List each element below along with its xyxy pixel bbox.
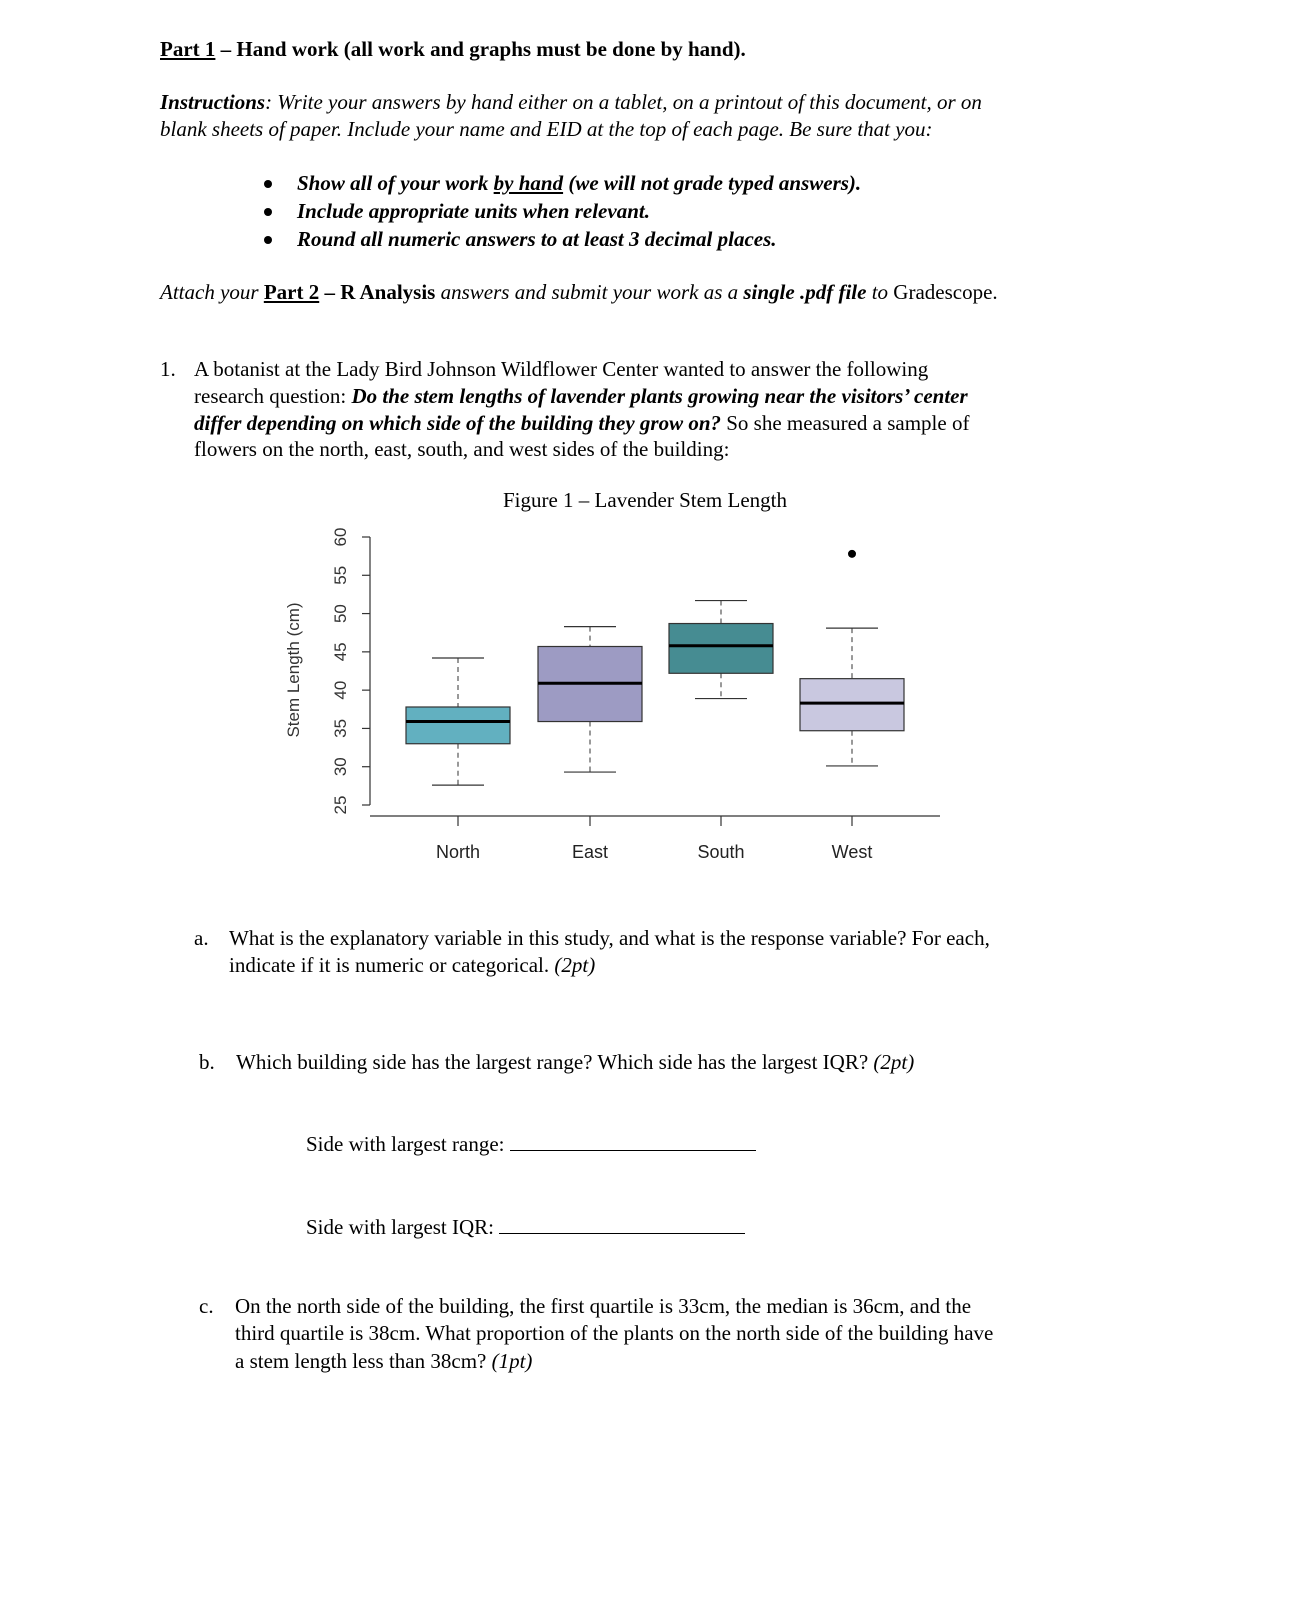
boxplot-chart <box>260 520 960 880</box>
research-question: differ depending on which side of the building they grow on? <box>194 411 721 435</box>
gradescope-label: Gradescope. <box>893 280 998 304</box>
instructions-text: : Write your answers by hand either on a tablet, on a printout of this document, or on <box>265 90 982 114</box>
qc-line1: On the north side of the building, the first quartile is 33cm, the median is 36cm, and the <box>235 1294 972 1318</box>
question1-line3 <box>194 410 969 437</box>
question1-number: 1. <box>160 357 176 381</box>
qa-line1: What is the explanatory variable in this study, and what is the response variable? For each, <box>229 926 990 950</box>
qa-text: indicate if it is numeric or categorical. <box>229 953 555 977</box>
research-question: Do the stem lengths of lavender plants growing near the visitors’ center <box>351 384 968 408</box>
chart-title: Figure 1 – Lavender Stem Length <box>502 488 787 512</box>
instructions-line1 <box>160 89 982 116</box>
iqr-answer-blank[interactable] <box>499 1213 745 1234</box>
qa-line2 <box>229 952 595 979</box>
figure-title <box>0 488 1290 513</box>
attach-text: to <box>866 280 894 304</box>
range-label: Side with largest range: <box>306 1132 505 1156</box>
qb-label: b. <box>199 1050 215 1074</box>
attach-text: answers and submit your work as a <box>435 280 744 304</box>
y-tick-label: 50 <box>331 604 350 624</box>
part1-heading <box>160 36 746 63</box>
outlier-point <box>848 550 856 558</box>
question1-line1: A botanist at the Lady Bird Johnson Wildflower Center wanted to answer the following <box>194 357 929 381</box>
bullet-item <box>297 170 861 197</box>
y-axis-label: Stem Length (cm) <box>284 602 303 738</box>
attach-line <box>160 279 998 306</box>
part2-label: Part 2 <box>263 280 320 304</box>
box-west <box>800 679 904 731</box>
bullet-icon <box>264 236 272 244</box>
r-analysis-label: – R Analysis <box>319 280 436 304</box>
y-tick-label: 35 <box>331 718 350 738</box>
question1-line4: flowers on the north, east, south, and west sides of the building: <box>194 437 730 461</box>
q1-text: So she measured a sample of <box>721 411 970 435</box>
range-answer-blank[interactable] <box>510 1130 756 1151</box>
bullet-text: Show all of your work <box>297 171 494 195</box>
iqr-label: Side with largest IQR: <box>306 1215 495 1239</box>
qc-line2: third quartile is 38cm. What proportion of the plants on the north side of the building have <box>235 1321 994 1345</box>
bullet-item: Include appropriate units when relevant. <box>297 199 650 223</box>
y-tick-label: 45 <box>331 642 350 662</box>
question1-line2 <box>194 383 968 410</box>
points-label: (1pt) <box>491 1349 533 1373</box>
points-label: (2pt) <box>873 1050 915 1074</box>
points-label: (2pt) <box>554 953 596 977</box>
heading-text: – Hand work (all work and graphs must be done by hand). <box>215 37 746 61</box>
iqr-answer <box>306 1213 745 1241</box>
box-south <box>669 624 773 674</box>
qb-question: Which building side has the largest range? Which side has the largest IQR? <box>236 1050 874 1074</box>
range-answer <box>306 1130 756 1158</box>
y-tick-label: 30 <box>331 757 350 777</box>
qc-text: a stem length less than 38cm? <box>235 1349 492 1373</box>
bullet-icon <box>264 180 272 188</box>
x-tick-label: South <box>697 842 745 862</box>
qb-text <box>236 1049 914 1076</box>
x-tick-label: West <box>831 842 873 862</box>
y-tick-label: 40 <box>331 680 350 700</box>
x-tick-label: East <box>571 842 609 862</box>
single-pdf-label: single .pdf file <box>743 280 867 304</box>
x-tick-label: North <box>435 842 481 862</box>
bullet-icon <box>264 208 272 216</box>
instructions-label: Instructions <box>160 90 266 114</box>
qc-label: c. <box>199 1294 214 1318</box>
q1-text: research question: <box>194 384 352 408</box>
instructions-line2: blank sheets of paper. Include your name and EID at the top of each page. Be sure that you: <box>160 117 933 141</box>
box-north <box>406 707 510 744</box>
part1-label: Part 1 <box>160 37 216 61</box>
qa-label: a. <box>194 926 209 950</box>
y-tick-label: 25 <box>331 795 350 815</box>
attach-text: Attach your <box>160 280 264 304</box>
bullet-text: (we will not grade typed answers). <box>563 171 862 195</box>
qc-line3 <box>235 1348 532 1375</box>
y-tick-label: 55 <box>331 565 350 585</box>
y-tick-label: 60 <box>331 527 350 547</box>
bullet-underlined: by hand <box>493 171 564 195</box>
bullet-item: Round all numeric answers to at least 3 decimal places. <box>297 227 777 251</box>
